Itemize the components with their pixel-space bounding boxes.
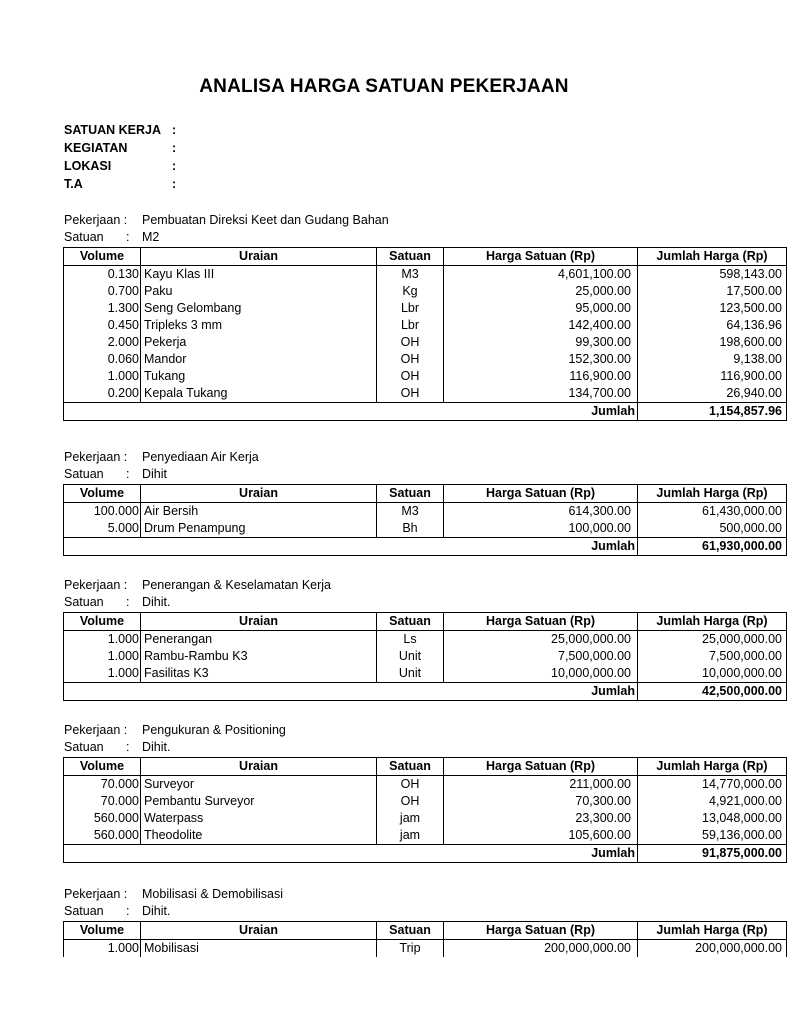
col-jumlah-header: Jumlah Harga (Rp) [638, 922, 787, 940]
jumlah-total-value: 42,500,000.00 [638, 683, 787, 701]
col-harga-header: Harga Satuan (Rp) [444, 922, 638, 940]
jumlah-label: Jumlah [64, 403, 638, 421]
colon: : [126, 740, 130, 754]
pekerjaan-label: Pekerjaan : [64, 887, 128, 901]
col-volume-header: Volume [64, 922, 141, 940]
header-satuan-kerja: SATUAN KERJA : [64, 123, 177, 137]
col-uraian-header: Uraian [141, 613, 377, 631]
harga-satuan-cell: 25,000.00 [444, 283, 638, 300]
jumlah-harga-cell: 10,000,000.00 [638, 665, 787, 683]
table-header-row [64, 485, 787, 503]
total-row [64, 538, 787, 556]
col-uraian-header: Uraian [141, 248, 377, 266]
job-unit: Dihit. [142, 595, 171, 609]
col-volume-header: Volume [64, 485, 141, 503]
satuan-cell: jam [377, 827, 444, 845]
col-satuan-header: Satuan [377, 248, 444, 266]
jumlah-harga-cell: 26,940.00 [638, 385, 787, 403]
col-jumlah-header: Jumlah Harga (Rp) [638, 758, 787, 776]
jumlah-harga-cell: 17,500.00 [638, 283, 787, 300]
satuan-cell: Unit [377, 665, 444, 683]
table-row [64, 776, 787, 794]
harga-satuan-cell: 100,000.00 [444, 520, 638, 538]
col-volume-header: Volume [64, 758, 141, 776]
job-unit-line [64, 594, 331, 611]
jumlah-harga-cell: 13,048,000.00 [638, 810, 787, 827]
jumlah-harga-cell: 25,000,000.00 [638, 631, 787, 649]
table-row [64, 266, 787, 284]
pekerjaan-label: Pekerjaan : [64, 578, 128, 592]
satuan-label: Satuan [64, 595, 104, 609]
table-row [64, 665, 787, 683]
job-unit-line [64, 739, 286, 756]
volume-cell: 0.700 [64, 283, 141, 300]
pekerjaan-label: Pekerjaan : [64, 213, 128, 227]
pekerjaan-label: Pekerjaan : [64, 723, 128, 737]
job-unit: Dihit. [142, 904, 171, 918]
uraian-cell: Tukang [141, 368, 377, 385]
colon: : [126, 467, 130, 481]
table-row [64, 520, 787, 538]
table-row [64, 300, 787, 317]
volume-cell: 5.000 [64, 520, 141, 538]
page-title: ANALISA HARGA SATUAN PEKERJAAN [199, 76, 569, 97]
col-uraian-header: Uraian [141, 758, 377, 776]
jumlah-harga-cell: 500,000.00 [638, 520, 787, 538]
satuan-cell: M3 [377, 266, 444, 284]
uraian-cell: Pembantu Surveyor [141, 793, 377, 810]
header-label: SATUAN KERJA [64, 123, 161, 137]
uraian-cell: Air Bersih [141, 503, 377, 521]
job-name: Penyediaan Air Kerja [142, 450, 259, 464]
harga-satuan-cell: 95,000.00 [444, 300, 638, 317]
uraian-cell: Kayu Klas III [141, 266, 377, 284]
table-row [64, 351, 787, 368]
volume-cell: 2.000 [64, 334, 141, 351]
col-satuan-header: Satuan [377, 613, 444, 631]
jumlah-harga-cell: 116,900.00 [638, 368, 787, 385]
total-row [64, 683, 787, 701]
uraian-cell: Mobilisasi [141, 940, 377, 958]
satuan-cell: Ls [377, 631, 444, 649]
table-row [64, 334, 787, 351]
uraian-cell: Tripleks 3 mm [141, 317, 377, 334]
uraian-cell: Fasilitas K3 [141, 665, 377, 683]
header-ta: T.A : [64, 177, 177, 191]
uraian-cell: Theodolite [141, 827, 377, 845]
job-table [63, 484, 787, 556]
jumlah-harga-cell: 598,143.00 [638, 266, 787, 284]
harga-satuan-cell: 25,000,000.00 [444, 631, 638, 649]
job-name: Pembuatan Direksi Keet dan Gudang Bahan [142, 213, 389, 227]
satuan-cell: OH [377, 368, 444, 385]
jumlah-harga-cell: 64,136.96 [638, 317, 787, 334]
harga-satuan-cell: 152,300.00 [444, 351, 638, 368]
table-row [64, 631, 787, 649]
jumlah-harga-cell: 9,138.00 [638, 351, 787, 368]
volume-cell: 1.000 [64, 665, 141, 683]
table-row [64, 283, 787, 300]
job-name: Pengukuran & Positioning [142, 723, 286, 737]
job-table [63, 247, 787, 421]
volume-cell: 1.000 [64, 368, 141, 385]
volume-cell: 560.000 [64, 810, 141, 827]
colon: : [126, 904, 130, 918]
volume-cell: 70.000 [64, 776, 141, 794]
table-row [64, 385, 787, 403]
col-satuan-header: Satuan [377, 758, 444, 776]
satuan-cell: Lbr [377, 317, 444, 334]
volume-cell: 0.450 [64, 317, 141, 334]
volume-cell: 100.000 [64, 503, 141, 521]
harga-satuan-cell: 134,700.00 [444, 385, 638, 403]
satuan-label: Satuan [64, 230, 104, 244]
uraian-cell: Seng Gelombang [141, 300, 377, 317]
satuan-cell: Trip [377, 940, 444, 958]
pekerjaan-label: Pekerjaan : [64, 450, 128, 464]
job-unit: M2 [142, 230, 160, 244]
harga-satuan-cell: 211,000.00 [444, 776, 638, 794]
satuan-cell: jam [377, 810, 444, 827]
col-harga-header: Harga Satuan (Rp) [444, 613, 638, 631]
job-meta [64, 886, 283, 920]
satuan-cell: OH [377, 334, 444, 351]
satuan-label: Satuan [64, 740, 104, 754]
col-jumlah-header: Jumlah Harga (Rp) [638, 613, 787, 631]
volume-cell: 0.130 [64, 266, 141, 284]
harga-satuan-cell: 614,300.00 [444, 503, 638, 521]
table-row [64, 940, 787, 958]
uraian-cell: Surveyor [141, 776, 377, 794]
table-row [64, 810, 787, 827]
table-row [64, 827, 787, 845]
col-jumlah-header: Jumlah Harga (Rp) [638, 485, 787, 503]
table-row [64, 503, 787, 521]
table-row [64, 793, 787, 810]
job-name-line [64, 886, 283, 903]
jumlah-harga-cell: 7,500,000.00 [638, 648, 787, 665]
satuan-cell: OH [377, 793, 444, 810]
col-satuan-header: Satuan [377, 922, 444, 940]
jumlah-harga-cell: 198,600.00 [638, 334, 787, 351]
col-harga-header: Harga Satuan (Rp) [444, 248, 638, 266]
col-uraian-header: Uraian [141, 485, 377, 503]
job-unit-line [64, 903, 283, 920]
harga-satuan-cell: 70,300.00 [444, 793, 638, 810]
col-uraian-header: Uraian [141, 922, 377, 940]
table-row [64, 648, 787, 665]
jumlah-total-value: 61,930,000.00 [638, 538, 787, 556]
table-row [64, 317, 787, 334]
table-header-row [64, 613, 787, 631]
satuan-cell: Kg [377, 283, 444, 300]
col-volume-header: Volume [64, 248, 141, 266]
job-name: Mobilisasi & Demobilisasi [142, 887, 284, 901]
volume-cell: 0.200 [64, 385, 141, 403]
job-unit-line [64, 229, 389, 246]
header-label: LOKASI [64, 159, 112, 173]
job-unit-line [64, 466, 259, 483]
harga-satuan-cell: 200,000,000.00 [444, 940, 638, 958]
satuan-cell: OH [377, 776, 444, 794]
total-row [64, 845, 787, 863]
satuan-cell: Lbr [377, 300, 444, 317]
satuan-cell: Unit [377, 648, 444, 665]
colon: : [126, 595, 130, 609]
table-header-row [64, 922, 787, 940]
table-header-row [64, 758, 787, 776]
header-kegiatan: KEGIATAN : [64, 141, 177, 155]
jumlah-total-value: 91,875,000.00 [638, 845, 787, 863]
job-name-line [64, 212, 389, 229]
col-harga-header: Harga Satuan (Rp) [444, 758, 638, 776]
uraian-cell: Drum Penampung [141, 520, 377, 538]
harga-satuan-cell: 116,900.00 [444, 368, 638, 385]
uraian-cell: Kepala Tukang [141, 385, 377, 403]
volume-cell: 1.000 [64, 631, 141, 649]
volume-cell: 1.000 [64, 648, 141, 665]
volume-cell: 1.300 [64, 300, 141, 317]
jumlah-total-value: 1,154,857.96 [638, 403, 787, 421]
harga-satuan-cell: 4,601,100.00 [444, 266, 638, 284]
job-meta [64, 449, 259, 483]
job-unit: Dihit [142, 467, 168, 481]
uraian-cell: Waterpass [141, 810, 377, 827]
total-row [64, 403, 787, 421]
job-meta [64, 212, 389, 246]
jumlah-harga-cell: 59,136,000.00 [638, 827, 787, 845]
table-header-row [64, 248, 787, 266]
job-table [63, 757, 787, 863]
harga-satuan-cell: 105,600.00 [444, 827, 638, 845]
harga-satuan-cell: 99,300.00 [444, 334, 638, 351]
table-row [64, 368, 787, 385]
job-table [63, 612, 787, 701]
jumlah-harga-cell: 200,000,000.00 [638, 940, 787, 958]
job-meta [64, 722, 286, 756]
satuan-cell: M3 [377, 503, 444, 521]
harga-satuan-cell: 7,500,000.00 [444, 648, 638, 665]
volume-cell: 1.000 [64, 940, 141, 958]
header-lokasi: LOKASI : [64, 159, 177, 173]
job-unit: Dihit. [142, 740, 171, 754]
col-volume-header: Volume [64, 613, 141, 631]
job-name-line [64, 449, 259, 466]
col-satuan-header: Satuan [377, 485, 444, 503]
volume-cell: 560.000 [64, 827, 141, 845]
uraian-cell: Penerangan [141, 631, 377, 649]
satuan-label: Satuan [64, 904, 104, 918]
job-name-line [64, 577, 331, 594]
harga-satuan-cell: 23,300.00 [444, 810, 638, 827]
job-meta [64, 577, 331, 611]
jumlah-label: Jumlah [64, 538, 638, 556]
satuan-cell: OH [377, 351, 444, 368]
volume-cell: 70.000 [64, 793, 141, 810]
col-harga-header: Harga Satuan (Rp) [444, 485, 638, 503]
uraian-cell: Paku [141, 283, 377, 300]
header-label: KEGIATAN [64, 141, 128, 155]
jumlah-label: Jumlah [64, 683, 638, 701]
uraian-cell: Pekerja [141, 334, 377, 351]
harga-satuan-cell: 142,400.00 [444, 317, 638, 334]
header-label: T.A [64, 177, 83, 191]
jumlah-harga-cell: 4,921,000.00 [638, 793, 787, 810]
uraian-cell: Rambu-Rambu K3 [141, 648, 377, 665]
job-name-line [64, 722, 286, 739]
satuan-cell: Bh [377, 520, 444, 538]
job-table [63, 921, 787, 957]
jumlah-label: Jumlah [64, 845, 638, 863]
jumlah-harga-cell: 123,500.00 [638, 300, 787, 317]
satuan-label: Satuan [64, 467, 104, 481]
volume-cell: 0.060 [64, 351, 141, 368]
uraian-cell: Mandor [141, 351, 377, 368]
jumlah-harga-cell: 14,770,000.00 [638, 776, 787, 794]
harga-satuan-cell: 10,000,000.00 [444, 665, 638, 683]
satuan-cell: OH [377, 385, 444, 403]
job-name: Penerangan & Keselamatan Kerja [142, 578, 332, 592]
jumlah-harga-cell: 61,430,000.00 [638, 503, 787, 521]
col-jumlah-header: Jumlah Harga (Rp) [638, 248, 787, 266]
colon: : [126, 230, 130, 244]
